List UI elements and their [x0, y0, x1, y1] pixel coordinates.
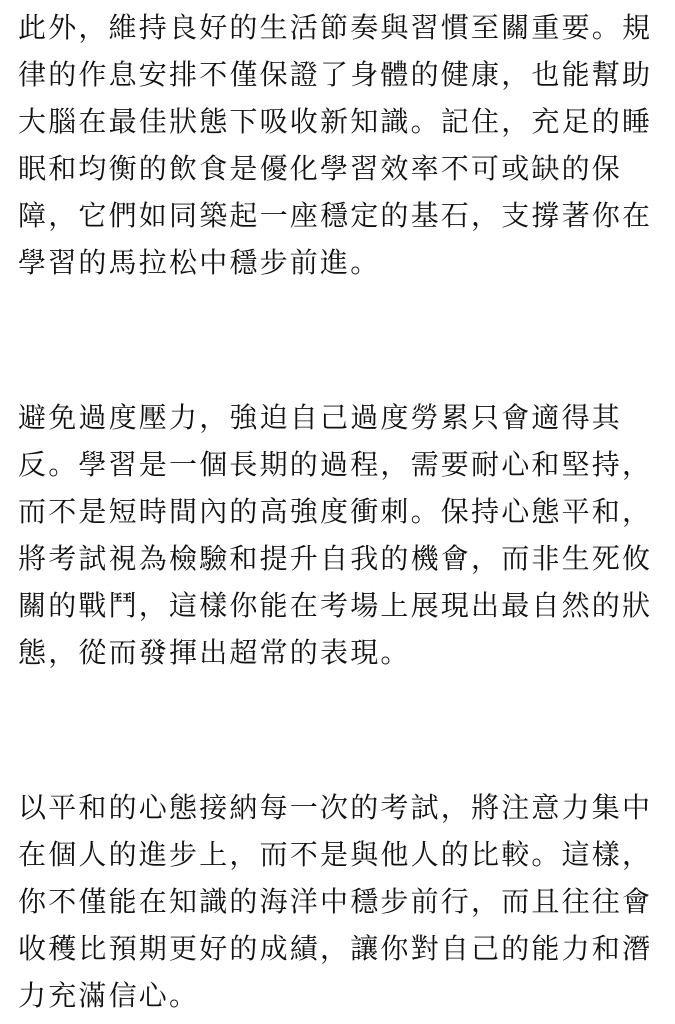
- paragraph-habits: [18, 4, 663, 286]
- text-line: 收穫比預期更好的成績，讓你對自己的能力和潛: [18, 932, 653, 965]
- text-line: 大腦在最佳狀態下吸收新知識。記住，充足的睡: [18, 105, 653, 138]
- text-line: 將考試視為檢驗和提升自我的機會，而非生死攸: [18, 542, 653, 575]
- text-line: 避免過度壓力，強迫自己過度勞累只會適得其: [18, 401, 623, 434]
- text-line: 你不僅能在知識的海洋中穩步前行，而且往往會: [18, 885, 653, 918]
- text-line: 眠和均衡的飲食是優化學習效率不可或缺的保: [18, 152, 623, 185]
- text-line: 以平和的心態接納每一次的考試，將注意力集中: [18, 791, 653, 824]
- paragraph-stress: [18, 394, 663, 676]
- text-line: 障，它們如同築起一座穩定的基石，支撐著你在: [18, 199, 653, 232]
- text-line: 在個人的進步上，而不是與他人的比較。這樣，: [18, 838, 653, 871]
- text-line: 律的作息安排不僅保證了身體的健康，也能幫助: [18, 58, 653, 91]
- text-line: 此外，維持良好的生活節奏與習慣至關重要。規: [18, 11, 653, 44]
- text-line: 力充滿信心。: [18, 979, 200, 1012]
- paragraph-mindset: [18, 784, 663, 1019]
- text-line: 反。學習是一個長期的過程，需要耐心和堅持，: [18, 448, 653, 481]
- text-line: 學習的馬拉松中穩步前進。: [18, 246, 381, 279]
- text-line: 態，從而發揮出超常的表現。: [18, 636, 411, 669]
- text-line: 而不是短時間內的高強度衝刺。保持心態平和，: [18, 495, 653, 528]
- text-line: 關的戰鬥，這樣你能在考場上展現出最自然的狀: [18, 589, 653, 622]
